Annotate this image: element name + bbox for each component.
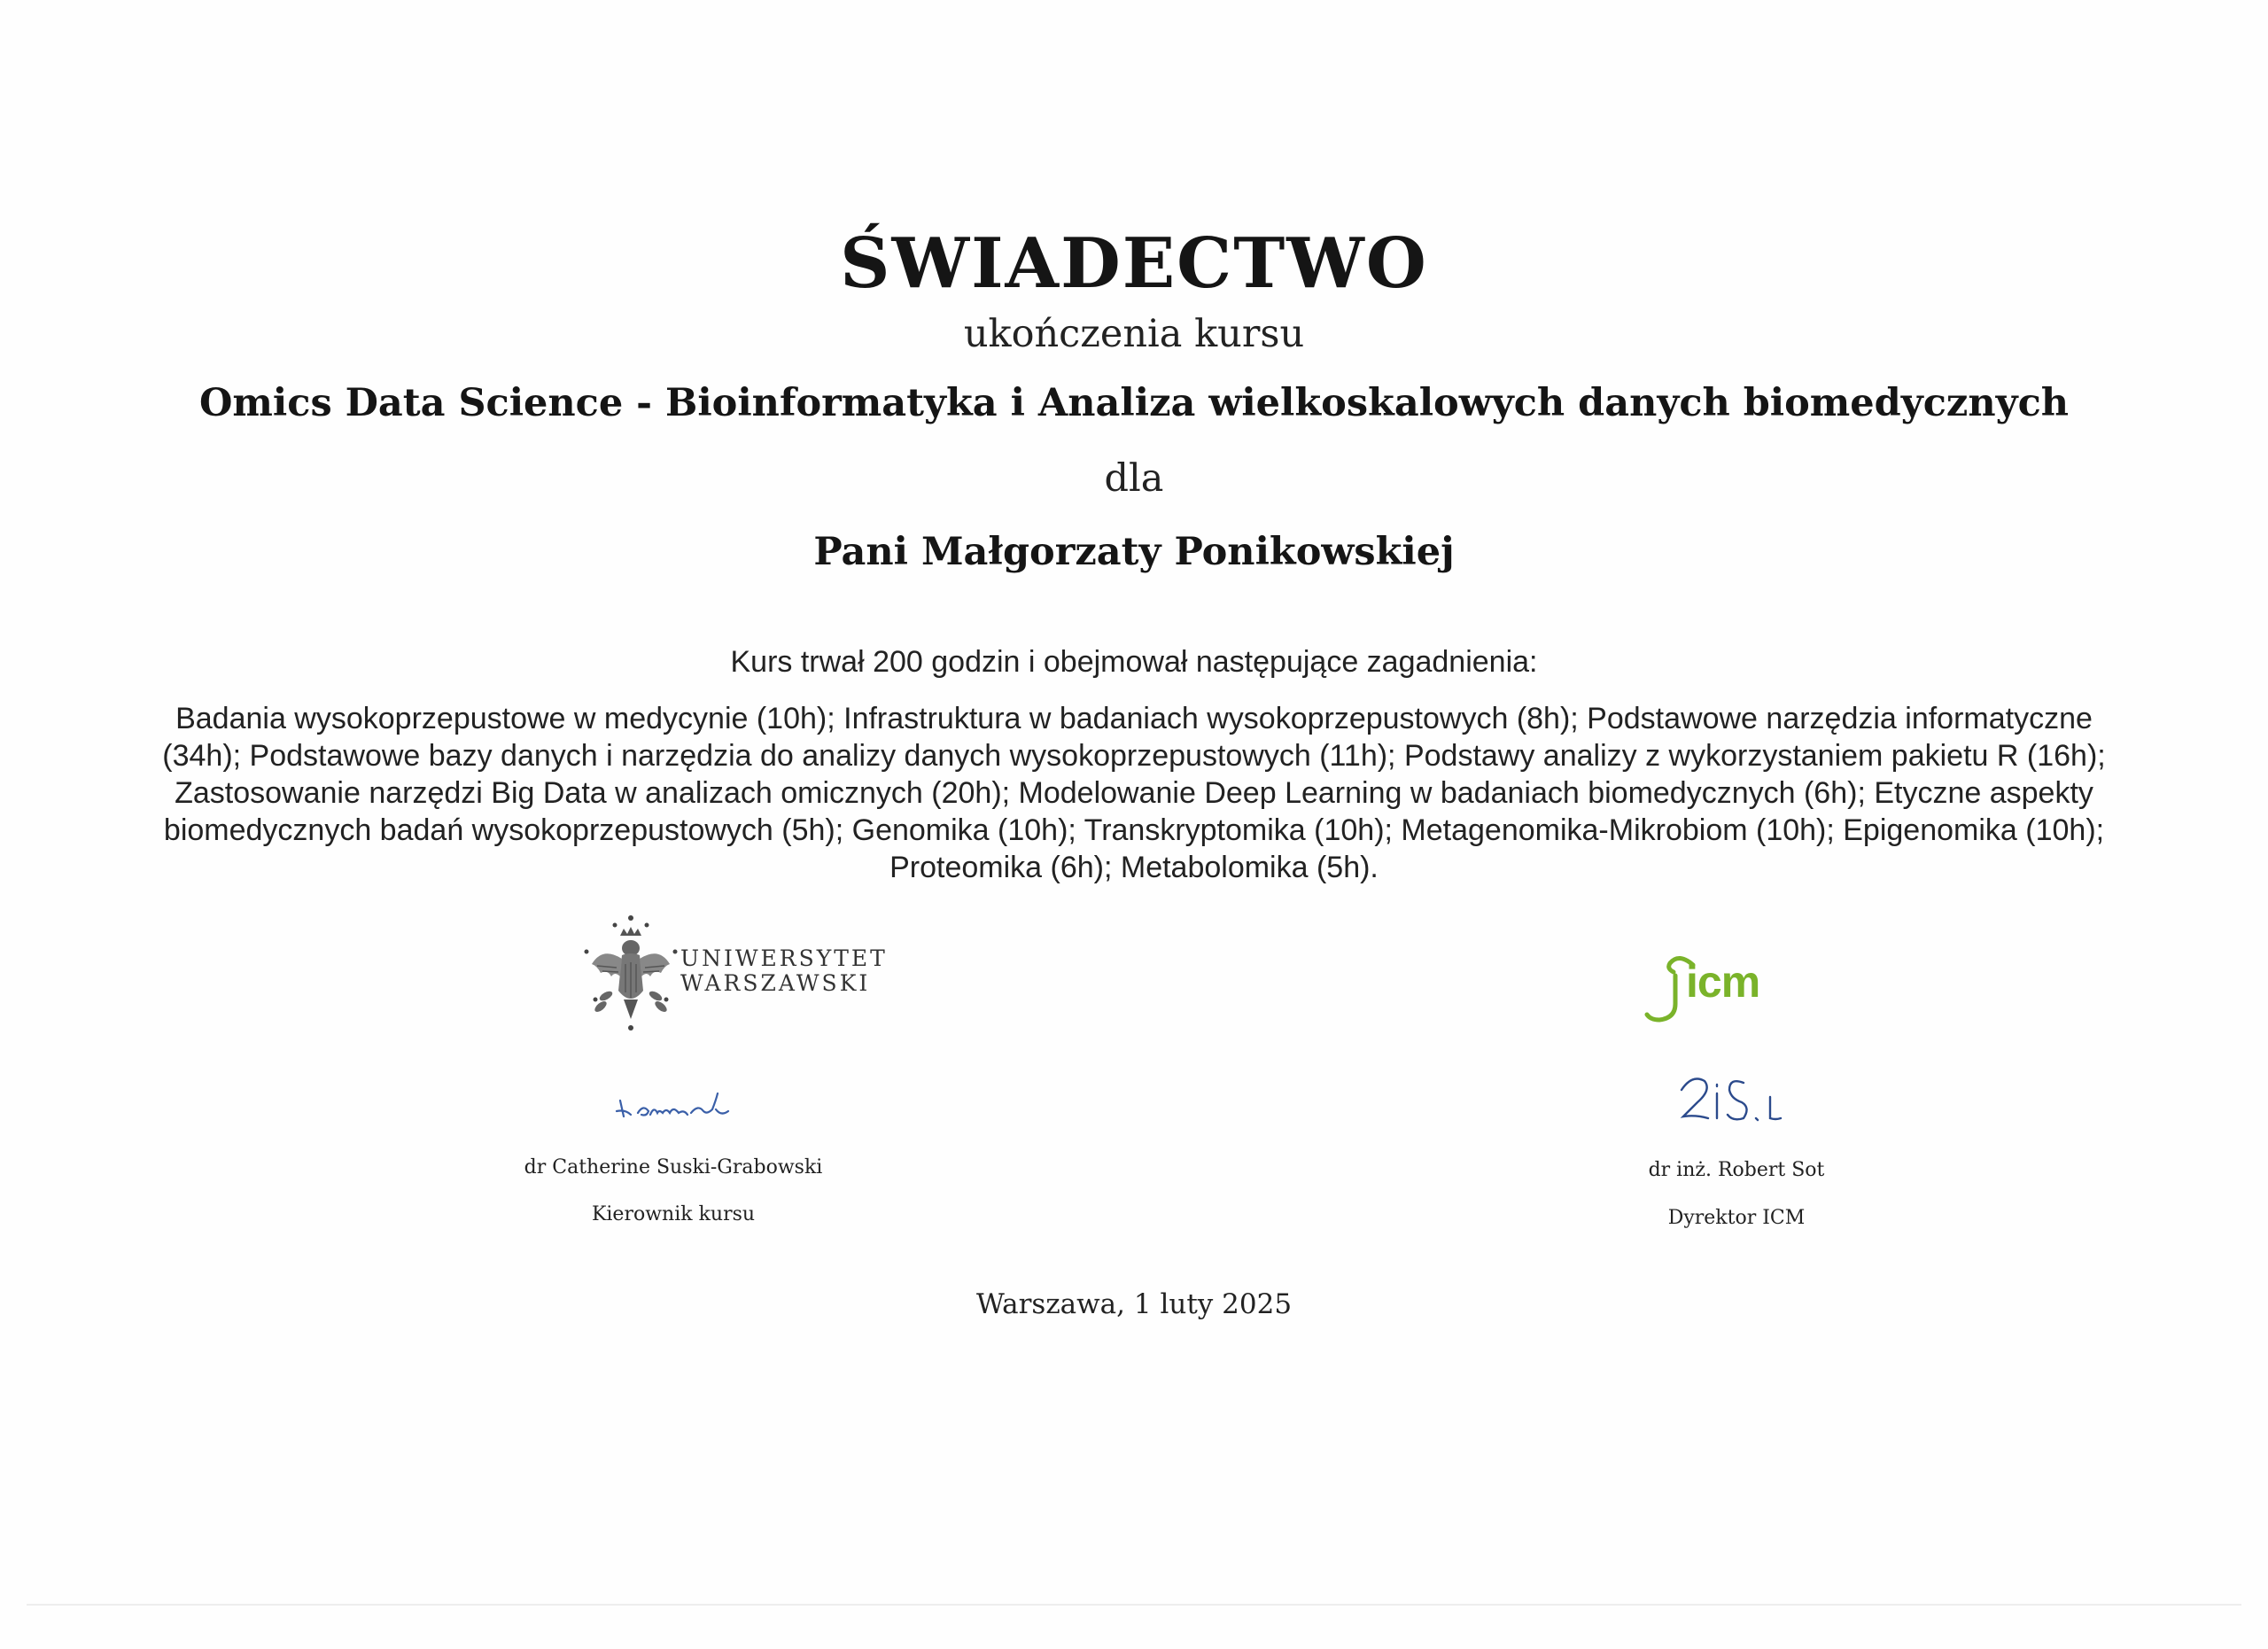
- course-name: Omics Data Science - Bioinformatyka i Analiza wielkoskalowych danych biomedycznych: [198, 381, 2070, 425]
- eagle-emblem-icon: [576, 911, 687, 1035]
- topics-line: Proteomika (6h); Metabolomika (5h).: [889, 851, 1379, 884]
- recipient-name: Pani Małgorzaty Ponikowskiej: [813, 530, 1455, 574]
- page-edge-divider: [27, 1604, 2241, 1606]
- topics-line: Zastosowanie narzędzi Big Data w analizach omicznych (20h); Modelowanie Deep Learning w badaniach biomedycznych (6h); Etyczne aspekty: [175, 776, 2093, 810]
- topics-list: [106, 700, 2162, 886]
- left-signatory-name: dr Catherine Suski-Grabowski: [524, 1156, 823, 1178]
- topics-line: Badania wysokoprzepustowe w medycynie (10h); Infrastruktura w badaniach wysokoprzepustowych (8h); Podstawowe narzędzia informatyczne: [175, 702, 2093, 735]
- university-name: UNIWERSYTET WARSZAWSKI: [680, 945, 888, 996]
- certificate-title: ŚWIADECTWO: [840, 223, 1428, 304]
- left-signatory-role: Kierownik kursu: [591, 1203, 756, 1225]
- certificate-subtitle: ukończenia kursu: [963, 312, 1305, 356]
- signature-left: [611, 1083, 780, 1125]
- university-logo: [576, 911, 888, 1035]
- icm-text: icm: [1686, 957, 1760, 1007]
- for-label: dla: [1104, 456, 1164, 501]
- topics-line: biomedycznych badań wysokoprzepustowych (5h); Genomika (10h); Transkryptomika (10h); Metagenomika-Mikrobiom (10h); Epigenomika (10h);: [163, 813, 2105, 847]
- topics-line: (34h); Podstawowe bazy danych i narzędzia do analizy danych wysokoprzepustowych (11h); Podstawy analizy z wykorzystaniem pakietu R (16h);: [162, 739, 2106, 773]
- icm-logo: [1643, 953, 1785, 1032]
- right-signatory-role: Dyrektor ICM: [1667, 1207, 1806, 1229]
- signature-right: [1674, 1070, 1807, 1132]
- course-duration: Kurs trwał 200 godzin i obejmował następujące zagadnienia:: [730, 645, 1538, 679]
- right-signatory-name: dr inż. Robert Sot: [1648, 1159, 1825, 1181]
- place-and-date: Warszawa, 1 luty 2025: [975, 1288, 1293, 1320]
